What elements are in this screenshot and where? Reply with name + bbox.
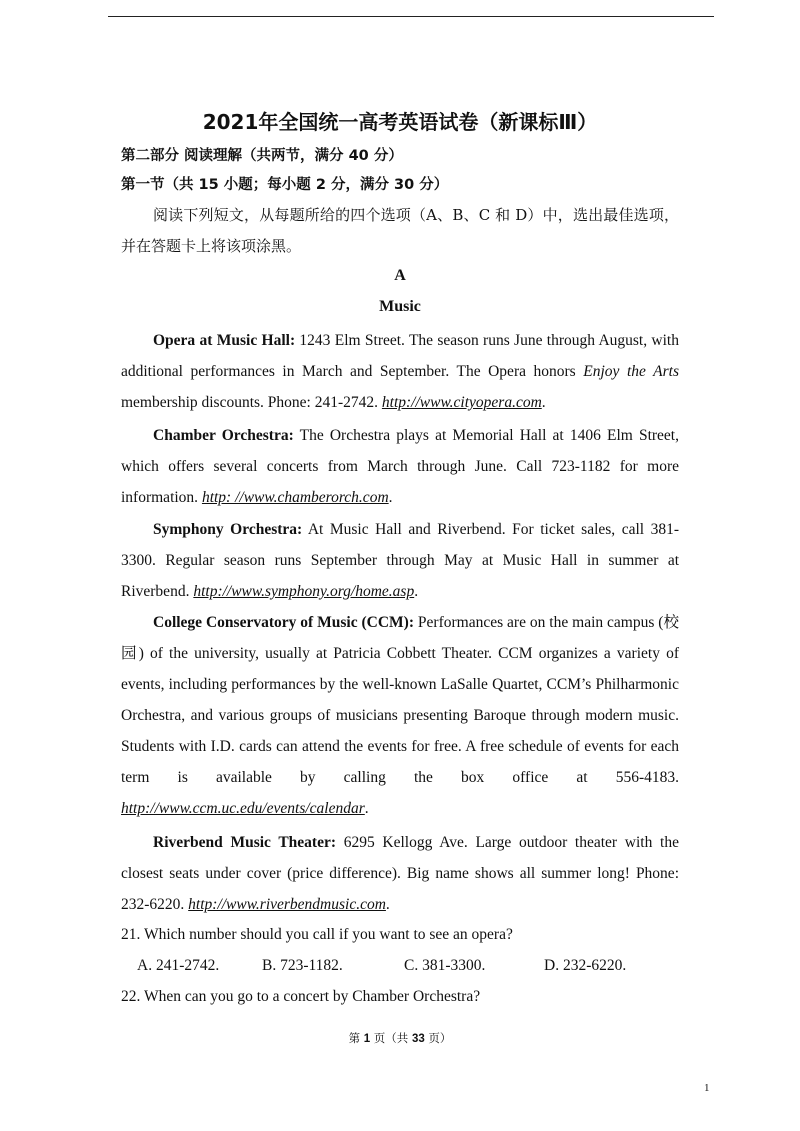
footer-page: 1: [363, 1033, 371, 1045]
entry-period: .: [385, 896, 390, 913]
entry-text: Performances are on the main campus (校园) of the university, usually at Patricia Cobbett Theater. CCM organizes a variety of events, including performances by the well-known LaSalle Quartet, CCM’s Philharmonic Orchestra, and various groups of musicians presenting Baroque through modern music. Students with I.D. cards can attend the events for free. A free schedule of events for each term is available by calling the box office at 556-4183.: [121, 614, 679, 786]
entry-text-after: membership discounts. Phone: 241-2742.: [121, 394, 382, 411]
entry-chamber: [121, 420, 679, 513]
entry-period: .: [388, 489, 393, 506]
option-b: B. 723-1182.: [262, 957, 343, 974]
entry-name: Symphony Orchestra:: [153, 521, 303, 538]
entry-period: .: [541, 394, 546, 411]
entry-ccm: [121, 607, 679, 824]
entry-name: College Conservatory of Music (CCM):: [153, 614, 414, 631]
entry-italic: Enjoy the Arts: [583, 363, 679, 380]
option-c: C. 381-3300.: [404, 957, 486, 974]
question-21: 21. Which number should you call if you want to see an opera?: [121, 926, 513, 943]
section-heading: 第一节（共 15 小题；每小题 2 分，满分 30 分）: [121, 177, 449, 193]
entry-name: Opera at Music Hall:: [153, 332, 296, 349]
entry-text: At Music Hall and Riverbend. For ticket sales, call 381-3300. Regular season runs September through May at Music Hall in summer at Riverbend.: [121, 521, 679, 600]
passage-letter: A: [394, 267, 406, 284]
footer-suffix: 页）: [428, 1031, 452, 1045]
entry-opera: [121, 325, 679, 418]
part-heading: 第二部分 阅读理解（共两节，满分 40 分）: [121, 148, 403, 164]
entry-link[interactable]: http://www.symphony.org/home.asp: [193, 583, 415, 600]
entry-link[interactable]: http://www.riverbendmusic.com: [188, 896, 386, 913]
option-a: A. 241-2742.: [137, 957, 220, 974]
header-rule: [108, 16, 714, 17]
entry-text: 1243 Elm Street. The season runs June through August, with additional performances in March and September. The Opera honors: [121, 332, 679, 380]
entry-period: .: [414, 583, 419, 600]
entry-link[interactable]: http://www.cityopera.com: [381, 394, 542, 411]
entry-name: Riverbend Music Theater:: [153, 834, 337, 851]
entry-symphony: [121, 514, 679, 607]
exam-title: 2021年全国统一高考英语试卷（新课标Ⅲ）: [202, 110, 598, 134]
footer-prefix: 第: [348, 1031, 361, 1045]
entry-link[interactable]: http://www.ccm.uc.edu/events/calendar: [121, 800, 365, 817]
entry-riverbend: [121, 827, 679, 920]
entry-text: The Orchestra plays at Memorial Hall at 1406 Elm Street, which offers several concerts from March through June. Call 723-1182 for more information.: [121, 427, 679, 506]
footer-total: 33: [411, 1033, 425, 1045]
entry-text: 6295 Kellogg Ave. Large outdoor theater with the closest seats under cover (price difference). Big name shows all summer long! Phone: 232-6220.: [121, 834, 679, 913]
instruction-text: 阅读下列短文，从每题所给的四个选项（A、B、C 和 D）中，选出最佳选项，并在答题卡上将该项涂黑。: [121, 206, 679, 255]
entry-link[interactable]: http: //www.chamberorch.com: [201, 489, 389, 506]
footer-middle: 页（共: [373, 1031, 409, 1045]
option-d: D. 232-6220.: [544, 957, 627, 974]
question-21-options: [0, 957, 800, 981]
page-number: 1: [704, 1082, 710, 1094]
passage-title: Music: [379, 298, 421, 315]
page-footer: [0, 1030, 800, 1046]
entry-period: .: [364, 800, 369, 817]
entry-name: Chamber Orchestra:: [153, 427, 294, 444]
question-22: 22. When can you go to a concert by Chamber Orchestra?: [121, 988, 481, 1005]
